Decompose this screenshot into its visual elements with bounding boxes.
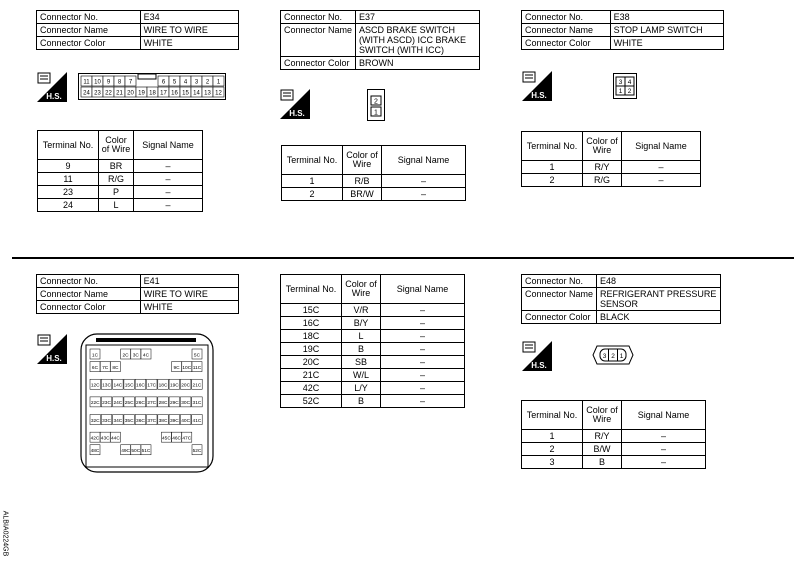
e41-pin: 42C bbox=[90, 436, 100, 442]
e41-name: WIRE TO WIRE bbox=[140, 288, 238, 301]
e34-pin: 16 bbox=[171, 90, 178, 97]
wire-color-cell: W/L bbox=[342, 369, 381, 382]
e34-latch bbox=[138, 74, 156, 79]
e48-no: E48 bbox=[597, 275, 721, 288]
signal-name-cell: – bbox=[134, 173, 203, 186]
terminal-no-header: Terminal No. bbox=[522, 401, 583, 430]
e38-color: WHITE bbox=[610, 37, 723, 50]
wire-color-cell: BR/W bbox=[343, 188, 382, 201]
signal-name-cell: – bbox=[134, 199, 203, 212]
label-connector-no: Connector No. bbox=[37, 11, 141, 24]
e37-no: E37 bbox=[356, 11, 480, 24]
terminal-no-cell: 52C bbox=[281, 395, 342, 408]
signal-name-cell: – bbox=[622, 174, 701, 187]
terminal-no-cell: 16C bbox=[281, 317, 342, 330]
terminal-no-cell: 3 bbox=[522, 456, 583, 469]
wire-color-cell: SB bbox=[342, 356, 381, 369]
e41-pin: 7C bbox=[102, 365, 109, 371]
e37-terminal-table bbox=[281, 145, 466, 201]
label-connector-no: Connector No. bbox=[522, 275, 597, 288]
e38-pin: 2 bbox=[627, 88, 632, 95]
signal-name-header: Signal Name bbox=[622, 132, 701, 161]
table-row bbox=[522, 443, 706, 456]
e48-pin: 3 bbox=[602, 353, 607, 360]
signal-name-cell: – bbox=[381, 343, 465, 356]
terminal-no-header: Terminal No. bbox=[38, 131, 99, 160]
signal-name-cell: – bbox=[381, 330, 465, 343]
wire-color-header: Color of Wire bbox=[342, 275, 381, 304]
e41-connector-face bbox=[80, 333, 214, 473]
hs-harness-side-icon bbox=[37, 334, 67, 364]
signal-name-header: Signal Name bbox=[382, 146, 466, 175]
e41-pin: 47C bbox=[182, 436, 192, 442]
table-row bbox=[522, 456, 706, 469]
e34-pin: 24 bbox=[83, 90, 90, 97]
e41-pin: 38C bbox=[158, 418, 168, 424]
e41-terminal-table bbox=[280, 274, 465, 408]
e41-pin: 9C bbox=[173, 365, 180, 371]
terminal-no-cell: 23 bbox=[38, 186, 99, 199]
signal-name-cell: – bbox=[134, 160, 203, 173]
terminal-no-cell: 15C bbox=[281, 304, 342, 317]
e41-pin: 31C bbox=[192, 401, 202, 407]
e38-info-table bbox=[521, 10, 724, 50]
e38-no: E38 bbox=[610, 11, 723, 24]
e41-pin: 21C bbox=[192, 383, 202, 389]
table-row bbox=[522, 430, 706, 443]
label-connector-no: Connector No. bbox=[281, 11, 356, 24]
e41-pin: 48C bbox=[90, 449, 100, 455]
e34-pin: 11 bbox=[83, 79, 90, 86]
wire-color-header: Color of Wire bbox=[343, 146, 382, 175]
signal-name-cell: – bbox=[382, 188, 466, 201]
terminal-no-cell: 42C bbox=[281, 382, 342, 395]
terminal-no-header: Terminal No. bbox=[282, 146, 343, 175]
terminal-no-cell: 2 bbox=[282, 188, 343, 201]
e41-pin: 19C bbox=[169, 383, 179, 389]
table-row bbox=[281, 395, 465, 408]
wire-color-cell: B bbox=[583, 456, 622, 469]
terminal-no-cell: 9 bbox=[38, 160, 99, 173]
e41-pin: 13C bbox=[102, 383, 111, 389]
e48-info-table bbox=[521, 274, 721, 324]
e34-pin: 9 bbox=[106, 79, 111, 86]
signal-name-cell: – bbox=[622, 430, 706, 443]
e41-pin: 39C bbox=[169, 418, 179, 424]
e34-name: WIRE TO WIRE bbox=[140, 24, 238, 37]
e38-name: STOP LAMP SWITCH bbox=[610, 24, 723, 37]
table-row bbox=[281, 330, 465, 343]
e41-pin: 24C bbox=[113, 401, 123, 407]
terminal-no-header: Terminal No. bbox=[522, 132, 583, 161]
e41-pin: 11C bbox=[192, 365, 202, 371]
e41-pin: 4C bbox=[142, 353, 150, 359]
e41-pin: 40C bbox=[181, 418, 191, 424]
e38-connector-face bbox=[613, 73, 637, 99]
e34-pin: 10 bbox=[94, 79, 101, 86]
table-row bbox=[38, 173, 203, 186]
e34-pin: 2 bbox=[205, 79, 210, 86]
wire-color-cell: B/Y bbox=[342, 317, 381, 330]
e41-info-table bbox=[36, 274, 239, 314]
terminal-no-cell: 20C bbox=[281, 356, 342, 369]
terminal-no-header: Terminal No. bbox=[281, 275, 342, 304]
table-row bbox=[38, 199, 203, 212]
table-row bbox=[522, 161, 701, 174]
e41-pin: 1C bbox=[91, 353, 99, 359]
e37-name: ASCD BRAKE SWITCH (WITH ASCD) ICC BRAKE SWITCH (WITH ICC) bbox=[356, 24, 480, 57]
wire-color-cell: R/G bbox=[99, 173, 134, 186]
e34-pin: 7 bbox=[128, 79, 133, 86]
e34-color: WHITE bbox=[140, 37, 238, 50]
signal-name-cell: – bbox=[381, 382, 465, 395]
table-row bbox=[522, 174, 701, 187]
e34-pin: 15 bbox=[182, 90, 189, 97]
e48-color: BLACK bbox=[597, 311, 721, 324]
terminal-no-cell: 2 bbox=[522, 443, 583, 456]
signal-name-cell: – bbox=[622, 456, 706, 469]
e41-no: E41 bbox=[140, 275, 238, 288]
terminal-no-cell: 24 bbox=[38, 199, 99, 212]
e34-pin: 20 bbox=[127, 90, 134, 97]
label-connector-color: Connector Color bbox=[281, 57, 356, 70]
e41-pin: 14C bbox=[113, 383, 123, 389]
label-connector-no: Connector No. bbox=[522, 11, 611, 24]
e41-pin: 50C bbox=[131, 449, 141, 455]
wire-color-cell: P bbox=[99, 186, 134, 199]
signal-name-cell: – bbox=[381, 356, 465, 369]
terminal-no-cell: 19C bbox=[281, 343, 342, 356]
wire-color-cell: B bbox=[342, 395, 381, 408]
e41-pin: 52C bbox=[192, 449, 202, 455]
signal-name-cell: – bbox=[381, 304, 465, 317]
table-row bbox=[281, 317, 465, 330]
e34-pin: 12 bbox=[215, 90, 222, 97]
signal-name-cell: – bbox=[622, 443, 706, 456]
table-row bbox=[38, 160, 203, 173]
label-connector-name: Connector Name bbox=[37, 288, 141, 301]
e41-pin: 41C bbox=[192, 418, 202, 424]
e41-pin: 28C bbox=[158, 401, 168, 407]
e48-pin: 1 bbox=[619, 353, 624, 360]
e41-pin: 43C bbox=[100, 436, 110, 442]
e34-pin: 6 bbox=[161, 79, 166, 86]
e34-pin: 17 bbox=[160, 90, 167, 97]
wire-color-cell: L bbox=[342, 330, 381, 343]
hs-harness-side-icon bbox=[522, 341, 552, 371]
e41-pin: 37C bbox=[147, 418, 157, 424]
signal-name-header: Signal Name bbox=[134, 131, 203, 160]
wire-color-header: Color of Wire bbox=[583, 132, 622, 161]
e41-pin: 16C bbox=[136, 383, 145, 389]
e41-pin: 3C bbox=[132, 353, 139, 359]
e41-pin: 22C bbox=[90, 401, 100, 407]
e41-pin: 25C bbox=[124, 401, 134, 407]
e41-pin: 17C bbox=[147, 383, 157, 389]
label-connector-color: Connector Color bbox=[522, 311, 597, 324]
e41-pin: 18C bbox=[158, 383, 168, 389]
e41-pin: 30C bbox=[181, 401, 191, 407]
terminal-no-cell: 21C bbox=[281, 369, 342, 382]
wire-color-cell: R/B bbox=[343, 175, 382, 188]
e34-pin: 18 bbox=[149, 90, 156, 97]
e34-info-table bbox=[36, 10, 239, 50]
e41-pin: 8C bbox=[112, 365, 119, 371]
svg-text:H.S.: H.S. bbox=[531, 361, 547, 370]
signal-name-header: Signal Name bbox=[381, 275, 465, 304]
e48-name: REFRIGERANT PRESSURE SENSOR bbox=[597, 288, 721, 311]
label-connector-name: Connector Name bbox=[522, 288, 597, 311]
e41-pin: 34C bbox=[113, 418, 123, 424]
table-row bbox=[282, 175, 466, 188]
e34-pin: 8 bbox=[117, 79, 122, 86]
label-connector-color: Connector Color bbox=[522, 37, 611, 50]
terminal-no-cell: 18C bbox=[281, 330, 342, 343]
e34-pin: 5 bbox=[172, 79, 177, 86]
e34-pin: 14 bbox=[193, 90, 200, 97]
e48-pin: 2 bbox=[611, 353, 615, 360]
e41-pin: 23C bbox=[102, 401, 111, 407]
hs-label: H.S. bbox=[46, 92, 62, 101]
e34-pin: 13 bbox=[204, 90, 211, 97]
terminal-no-cell: 11 bbox=[38, 173, 99, 186]
wire-color-cell: BR bbox=[99, 160, 134, 173]
hs-harness-side-icon bbox=[37, 72, 67, 102]
label-connector-name: Connector Name bbox=[522, 24, 611, 37]
wire-color-cell: V/R bbox=[342, 304, 381, 317]
label-connector-color: Connector Color bbox=[37, 37, 141, 50]
section-divider bbox=[12, 257, 794, 259]
e41-pin: 36C bbox=[136, 418, 145, 424]
hs-harness-side-icon bbox=[522, 71, 552, 101]
e34-connector-face bbox=[78, 73, 226, 100]
table-row bbox=[281, 343, 465, 356]
label-connector-name: Connector Name bbox=[37, 24, 141, 37]
hs-harness-side-icon bbox=[280, 89, 310, 119]
table-row bbox=[281, 369, 465, 382]
e41-pin: 6C bbox=[91, 365, 99, 371]
e48-connector-face bbox=[592, 345, 634, 365]
label-connector-color: Connector Color bbox=[37, 301, 141, 314]
table-row bbox=[38, 186, 203, 199]
svg-text:H.S.: H.S. bbox=[531, 91, 547, 100]
signal-name-cell: – bbox=[382, 175, 466, 188]
e41-pin: 5C bbox=[193, 353, 201, 359]
e34-pin: 1 bbox=[216, 79, 221, 86]
signal-name-header: Signal Name bbox=[622, 401, 706, 430]
table-row bbox=[281, 304, 465, 317]
e41-pin: 49C bbox=[121, 449, 131, 455]
e37-pin: 1 bbox=[374, 109, 378, 117]
e41-pin: 32C bbox=[90, 418, 100, 424]
e34-pin: 3 bbox=[194, 79, 199, 86]
signal-name-cell: – bbox=[381, 317, 465, 330]
wire-color-cell: B bbox=[342, 343, 381, 356]
e34-pin: 22 bbox=[105, 90, 112, 97]
signal-name-cell: – bbox=[381, 369, 465, 382]
e41-pin: 12C bbox=[90, 383, 100, 389]
e41-pin: 26C bbox=[136, 401, 145, 407]
e34-pin: 21 bbox=[116, 90, 123, 97]
signal-name-cell: – bbox=[622, 161, 701, 174]
terminal-no-cell: 1 bbox=[282, 175, 343, 188]
label-connector-no: Connector No. bbox=[37, 275, 141, 288]
signal-name-cell: – bbox=[134, 186, 203, 199]
e41-pin: 15C bbox=[124, 383, 134, 389]
e41-pin: 35C bbox=[124, 418, 134, 424]
svg-text:H.S.: H.S. bbox=[46, 354, 62, 363]
wire-color-cell: B/W bbox=[583, 443, 622, 456]
wire-color-header: Color of Wire bbox=[583, 401, 622, 430]
wire-color-cell: R/Y bbox=[583, 161, 622, 174]
wire-color-cell: R/G bbox=[583, 174, 622, 187]
e41-pin: 33C bbox=[102, 418, 111, 424]
terminal-no-cell: 1 bbox=[522, 430, 583, 443]
wire-color-cell: L bbox=[99, 199, 134, 212]
e38-pin: 4 bbox=[627, 79, 632, 86]
e34-terminal-table bbox=[37, 130, 203, 212]
e38-terminal-table bbox=[521, 131, 701, 187]
e41-pin: 51C bbox=[141, 449, 151, 455]
label-connector-name: Connector Name bbox=[281, 24, 356, 57]
table-row bbox=[282, 188, 466, 201]
e37-color: BROWN bbox=[356, 57, 480, 70]
figure-reference: ALBIA0224GB bbox=[1, 510, 9, 557]
signal-name-cell: – bbox=[381, 395, 465, 408]
e41-pin: 46C bbox=[172, 436, 182, 442]
e41-pin: 27C bbox=[147, 401, 157, 407]
e38-pin: 1 bbox=[618, 88, 623, 95]
e37-connector-face bbox=[367, 89, 385, 121]
e41-pin: 10C bbox=[182, 365, 192, 371]
terminal-no-cell: 1 bbox=[522, 161, 583, 174]
e41-pin: 20C bbox=[181, 383, 191, 389]
e48-terminal-table bbox=[521, 400, 706, 469]
terminal-no-cell: 2 bbox=[522, 174, 583, 187]
wire-color-header: Color of Wire bbox=[99, 131, 134, 160]
e41-color: WHITE bbox=[140, 301, 238, 314]
wire-color-cell: R/Y bbox=[583, 430, 622, 443]
table-row bbox=[281, 382, 465, 395]
svg-text:H.S.: H.S. bbox=[289, 109, 305, 118]
e41-pin: 44C bbox=[110, 436, 120, 442]
e34-no: E34 bbox=[140, 11, 238, 24]
e34-pin: 4 bbox=[183, 79, 188, 86]
e37-info-table bbox=[280, 10, 480, 70]
e41-pin: 2C bbox=[122, 353, 129, 359]
e37-pin: 2 bbox=[374, 98, 378, 106]
table-row bbox=[281, 356, 465, 369]
wire-color-cell: L/Y bbox=[342, 382, 381, 395]
e38-pin: 3 bbox=[618, 79, 623, 86]
e41-pin: 45C bbox=[161, 436, 171, 442]
e34-pin: 19 bbox=[138, 90, 145, 97]
e34-pin: 23 bbox=[94, 90, 101, 97]
e41-pin: 29C bbox=[169, 401, 179, 407]
